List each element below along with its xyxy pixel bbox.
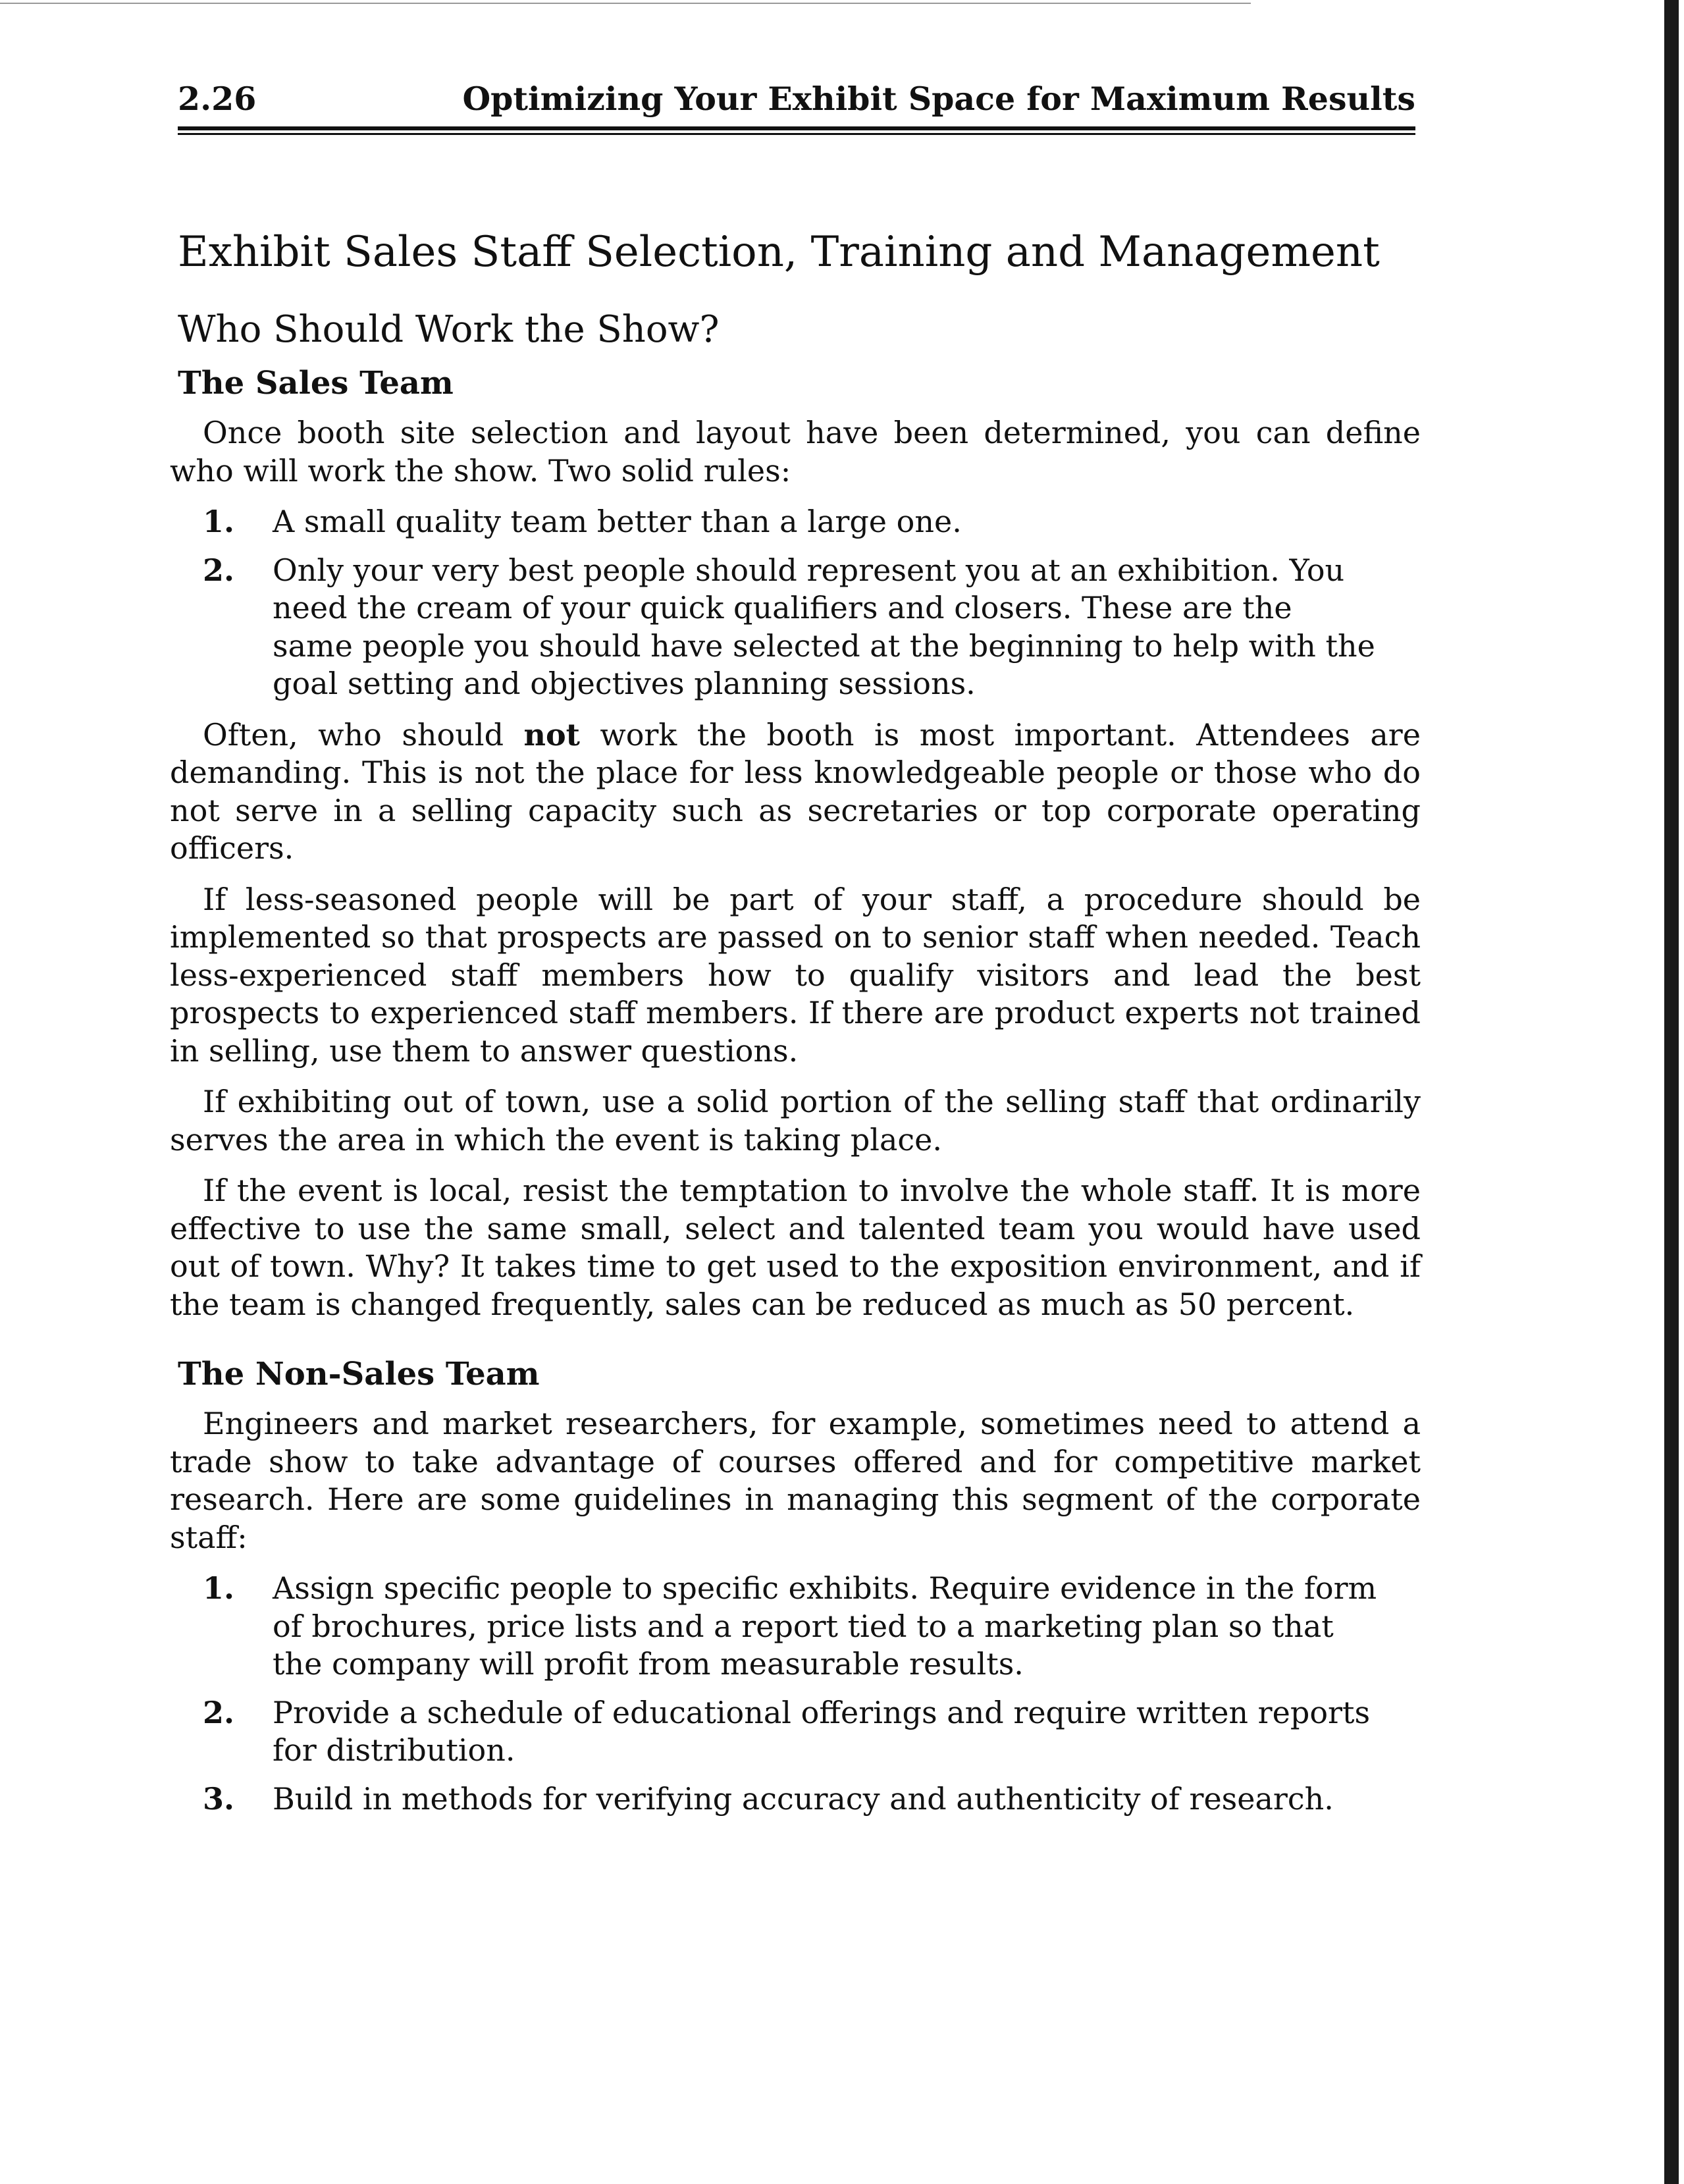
chapter-title: Exhibit Sales Staff Selection, Training and Management [178,228,1380,277]
list-text: Build in methods for verifying accuracy and authenticity of research. [273,1780,1334,1817]
list-number: 3. [203,1780,235,1817]
guidelines-list [170,1570,1421,1818]
list-text: Provide a schedule of educational offerings and require written reports for distribution. [273,1694,1371,1768]
list-item [170,552,1421,703]
binding-edge [1664,0,1679,2184]
sales-team-heading: The Sales Team [178,365,454,402]
list-item [170,1570,1421,1684]
paragraph-local-event: If the event is local, resist the temptation to involve the whole staff. It is more effective to use the same small, select and talented team you would have used out of town. Why? It takes time to get used to the exposition environment, and if the team is changed frequently, sales can be reduced as much as 50 percent. [170,1173,1421,1322]
list-item [170,1780,1421,1819]
paragraph-text: work the booth is most important. Attendees are demanding. This is not the place for less knowledgeable people or those who do not serve in a selling capacity such as secretaries or top corporate operating officers. [170,716,1421,866]
list-number: 1. [203,504,235,539]
list-number: 2. [203,552,235,588]
non-sales-team-intro: Engineers and market researchers, for example, sometimes need to attend a trade show to take advantage of courses offered and for competitive market research. Here are some guidelines in managing this segment of the corporate staff: [170,1406,1421,1555]
paragraph-who-should-not [170,716,1421,868]
list-number: 1. [203,1570,235,1606]
list-number: 2. [203,1694,235,1730]
paragraph-text: Often, who should [203,716,524,753]
paragraph-less-seasoned: If less-seasoned people will be part of your staff, a procedure should be implemented so that prospects are passed on to senior staff when needed. Teach less-experienced staff members how to qualify visitors and lead the best prospects to experienced staff members. If there are product experts not trained in selling, use them to answer questions. [170,881,1421,1069]
list-item [170,1694,1421,1770]
document-page [170,78,1421,1818]
list-text: Assign specific people to specific exhibits. Require evidence in the form of brochures, price lists and a report tied to a marketing plan so that the company will profit from measurable results. [273,1570,1377,1682]
section-heading: Who Should Work the Show? [178,308,720,351]
sales-team-intro: Once booth site selection and layout have been determined, you can define who will work the show. Two solid rules: [170,415,1421,489]
non-sales-team-heading: The Non-Sales Team [178,1356,540,1393]
list-text: Only your very best people should represent you at an exhibition. You need the cream of your quick qualifiers and closers. These are the same people you should have selected at the beginning to help with the goal setting and objectives planning sessions. [273,552,1375,701]
page-number: 2.26 [178,80,257,118]
rules-list [170,503,1421,703]
running-header [178,78,1415,120]
paragraph-out-of-town: If exhibiting out of town, use a solid portion of the selling staff that ordinarily serves the area in which the event is taking place. [170,1084,1421,1158]
list-text: A small quality team better than a large one. [273,504,962,539]
list-item [170,503,1421,541]
emphasis-not: not [523,716,580,753]
scan-edge-line [0,3,1251,4]
running-title: Optimizing Your Exhibit Space for Maximum Results [462,80,1415,118]
header-rule [178,126,1415,135]
